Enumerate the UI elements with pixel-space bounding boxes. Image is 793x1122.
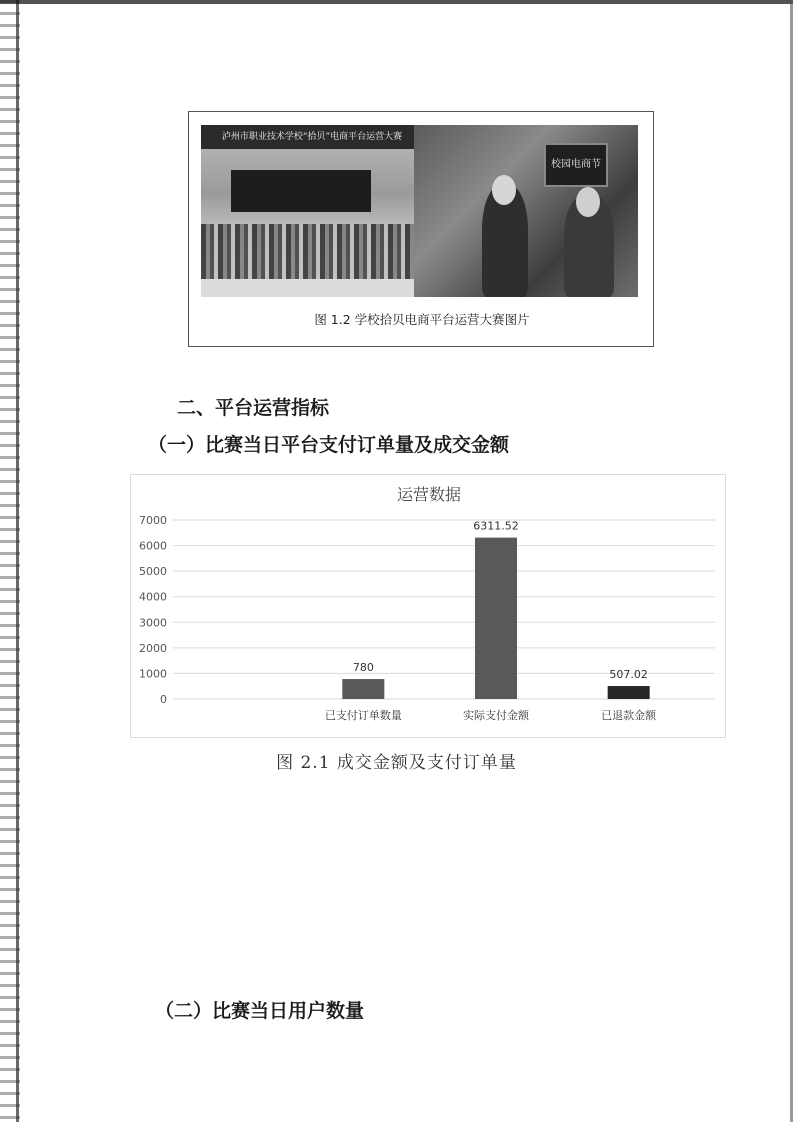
y-tick-label: 2000 — [139, 641, 167, 655]
data-label: 780 — [352, 661, 374, 675]
photo-caption: 图 1.2 学校拾贝电商平台运营大赛图片 — [314, 312, 530, 327]
hall-banner: 泸州市职业技术学校“拾贝”电商平台运营大赛 — [201, 125, 423, 149]
bar-layer — [325, 520, 657, 722]
subsection-heading-2: （二）比赛当日用户数量 — [155, 1000, 365, 1022]
figure-caption: 图 2.1 成交金额及支付订单量 — [276, 753, 517, 773]
chart-svg — [131, 475, 727, 739]
data-label: 507.02 — [609, 668, 648, 682]
booth-sign: 校园电商节 — [544, 143, 608, 187]
binding-line — [16, 0, 19, 1122]
section-heading: 二、平台运营指标 — [177, 397, 330, 419]
top-edge — [0, 0, 793, 4]
operations-chart — [130, 474, 726, 738]
bar — [475, 538, 517, 699]
y-tick-label: 7000 — [139, 514, 167, 527]
y-tick-label: 0 — [160, 693, 167, 706]
floor — [201, 279, 423, 297]
y-tick-label: 4000 — [139, 590, 167, 604]
y-tick-label: 5000 — [139, 565, 167, 579]
booth-photo — [414, 125, 638, 297]
hall-screen — [231, 170, 371, 212]
category-label: 实际支付金额 — [463, 709, 529, 722]
photo-frame — [188, 111, 654, 347]
student-face — [492, 175, 516, 205]
y-tick-label: 1000 — [139, 667, 167, 681]
category-label: 已退款金额 — [601, 709, 657, 722]
chart-title: 运营数据 — [396, 485, 462, 504]
subsection-heading-1: （一）比赛当日平台支付订单量及成交金额 — [148, 434, 510, 456]
crowd — [201, 224, 423, 279]
category-label: 已支付订单数量 — [324, 709, 402, 722]
competition-hall-photo — [201, 125, 423, 297]
data-label: 6311.52 — [473, 519, 519, 533]
bar — [342, 679, 384, 699]
y-tick-label: 3000 — [139, 616, 167, 630]
bar — [608, 686, 650, 699]
student-face — [576, 187, 600, 217]
y-tick-label: 6000 — [139, 539, 167, 553]
